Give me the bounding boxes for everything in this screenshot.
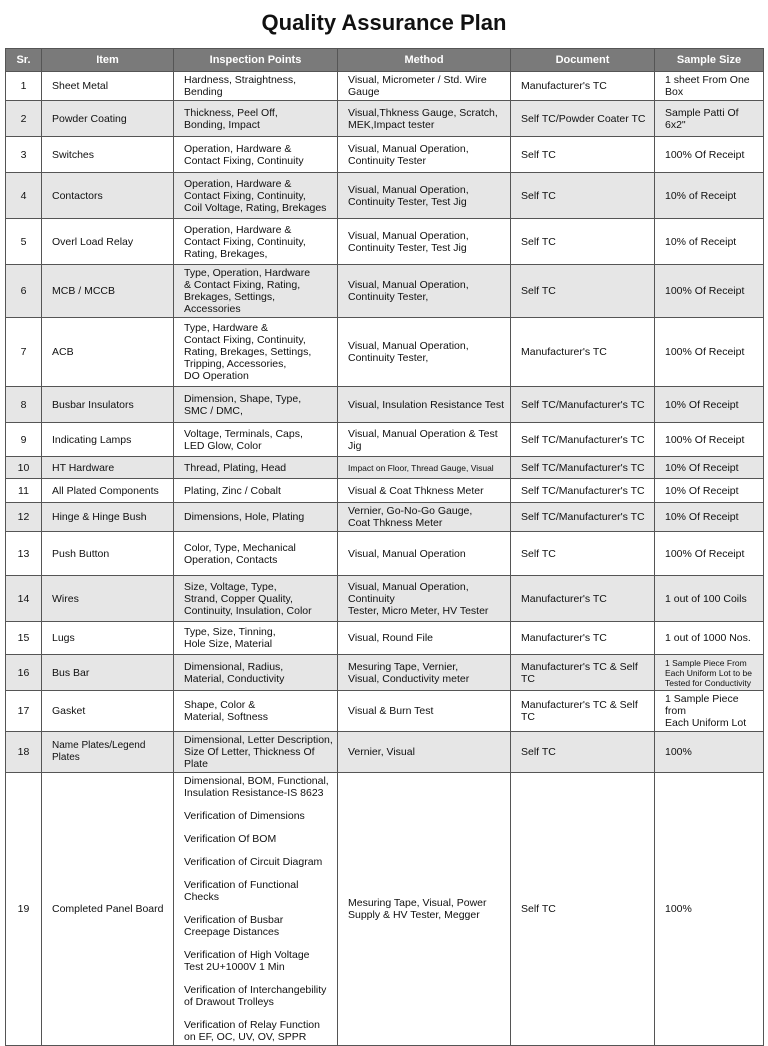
cell-item: Sheet Metal bbox=[42, 72, 174, 101]
cell-document: Manufacturer's TC & Self TC bbox=[511, 655, 655, 691]
cell-sample: 100% Of Receipt bbox=[655, 318, 764, 387]
cell-document: Manufacturer's TC bbox=[511, 72, 655, 101]
cell-inspection: Operation, Hardware & Contact Fixing, Continuity, Rating, Brekages, bbox=[174, 219, 338, 265]
cell-sr: 5 bbox=[6, 219, 42, 265]
table-row bbox=[6, 655, 764, 691]
cell-sr: 6 bbox=[6, 265, 42, 318]
cell-method: Visual, Manual Operation bbox=[338, 532, 511, 576]
cell-inspection: Shape, Color & Material, Softness bbox=[174, 691, 338, 732]
table-row bbox=[6, 532, 764, 576]
cell-inspection: Color, Type, Mechanical Operation, Contacts bbox=[174, 532, 338, 576]
cell-method: Vernier, Go-No-Go Gauge, Coat Thkness Meter bbox=[338, 503, 511, 532]
cell-document: Self TC/Manufacturer's TC bbox=[511, 479, 655, 503]
cell-inspection: Size, Voltage, Type, Strand, Copper Quality, Continuity, Insulation, Color bbox=[174, 576, 338, 622]
cell-item: Wires bbox=[42, 576, 174, 622]
table-row bbox=[6, 387, 764, 423]
cell-sr: 19 bbox=[6, 773, 42, 1046]
cell-sr: 12 bbox=[6, 503, 42, 532]
cell-sample: 100% bbox=[655, 732, 764, 773]
cell-sr: 13 bbox=[6, 532, 42, 576]
cell-method: Visual, Round File bbox=[338, 622, 511, 655]
subitem: Verification of Functional Checks bbox=[184, 879, 299, 903]
cell-method: Vernier, Visual bbox=[338, 732, 511, 773]
cell-document: Manufacturer's TC & Self TC bbox=[511, 691, 655, 732]
cell-sample: 1 Sample Piece From Each Uniform Lot to be Tested for Conductivity bbox=[655, 655, 764, 691]
cell-method: Visual, Insulation Resistance Test bbox=[338, 387, 511, 423]
cell-method: Visual, Manual Operation & Test Jig bbox=[338, 423, 511, 457]
cell-sr: 7 bbox=[6, 318, 42, 387]
cell-document: Self TC/Powder Coater TC bbox=[511, 101, 655, 137]
cell-sample: 10% Of Receipt bbox=[655, 479, 764, 503]
header-row bbox=[6, 49, 764, 72]
cell-item: Contactors bbox=[42, 173, 174, 219]
cell-sr: 8 bbox=[6, 387, 42, 423]
cell-document: Self TC bbox=[511, 219, 655, 265]
cell-item: Name Plates/Legend Plates bbox=[42, 732, 174, 773]
cell-sr: 14 bbox=[6, 576, 42, 622]
table-row bbox=[6, 503, 764, 532]
cell-inspection: Dimensions, Hole, Plating bbox=[174, 503, 338, 532]
cell-sample: 1 out of 1000 Nos. bbox=[655, 622, 764, 655]
subitem: Verification of Busbar Creepage Distances bbox=[184, 914, 284, 938]
subitem: Verification of High Voltage Test 2U+1000V 1 Min bbox=[184, 949, 310, 973]
cell-sample: 100% Of Receipt bbox=[655, 137, 764, 173]
cell-sample: 1 out of 100 Coils bbox=[655, 576, 764, 622]
header-sr: Sr. bbox=[6, 49, 42, 72]
cell-method: Mesuring Tape, Visual, Power Supply & HV Tester, Megger bbox=[338, 773, 511, 1046]
cell-sample: 10% of Receipt bbox=[655, 173, 764, 219]
cell-item: Hinge & Hinge Bush bbox=[42, 503, 174, 532]
cell-inspection: Operation, Hardware & Contact Fixing, Continuity, Coil Voltage, Rating, Brekages bbox=[174, 173, 338, 219]
cell-document: Self TC bbox=[511, 137, 655, 173]
cell-method: Impact on Floor, Thread Gauge, Visual bbox=[338, 457, 511, 479]
cell-method: Mesuring Tape, Vernier, Visual, Conductivity meter bbox=[338, 655, 511, 691]
cell-document: Self TC/Manufacturer's TC bbox=[511, 387, 655, 423]
cell-item: Push Button bbox=[42, 532, 174, 576]
cell-method: Visual, Manual Operation, Continuity Tester, bbox=[338, 265, 511, 318]
cell-item: All Plated Components bbox=[42, 479, 174, 503]
cell-document: Self TC bbox=[511, 173, 655, 219]
cell-item: Bus Bar bbox=[42, 655, 174, 691]
table-row bbox=[6, 173, 764, 219]
cell-inspection: Dimensional, Letter Description, Size Of Letter, Thickness Of Plate bbox=[174, 732, 338, 773]
cell-method: Visual, Manual Operation, Continuity Tester, Micro Meter, HV Tester bbox=[338, 576, 511, 622]
table-body bbox=[6, 72, 764, 1046]
cell-sr: 18 bbox=[6, 732, 42, 773]
cell-inspection: Dimensional, Radius, Material, Conductivity bbox=[174, 655, 338, 691]
table-row bbox=[6, 101, 764, 137]
cell-item: Gasket bbox=[42, 691, 174, 732]
cell-sr: 10 bbox=[6, 457, 42, 479]
cell-sample: 10% of Receipt bbox=[655, 219, 764, 265]
cell-item: ACB bbox=[42, 318, 174, 387]
cell-method: Visual & Coat Thkness Meter bbox=[338, 479, 511, 503]
cell-sr: 17 bbox=[6, 691, 42, 732]
subitem: Verification of Relay Function on EF, OC, UV, OV, SPPR bbox=[184, 1019, 320, 1043]
cell-method: Visual, Manual Operation, Continuity Tester, bbox=[338, 318, 511, 387]
qap-table bbox=[5, 48, 764, 1046]
cell-document: Self TC/Manufacturer's TC bbox=[511, 423, 655, 457]
cell-item: Lugs bbox=[42, 622, 174, 655]
cell-sample: 100% Of Receipt bbox=[655, 265, 764, 318]
table-row bbox=[6, 265, 764, 318]
subitem: Verification of Dimensions bbox=[184, 810, 305, 822]
cell-item: Busbar Insulators bbox=[42, 387, 174, 423]
cell-inspection: Type, Hardware & Contact Fixing, Continuity, Rating, Brekages, Settings, Tripping, Accessories, DO Operation bbox=[174, 318, 338, 387]
table-row bbox=[6, 773, 764, 1046]
table-row bbox=[6, 732, 764, 773]
cell-item: Indicating Lamps bbox=[42, 423, 174, 457]
cell-sample: 100% Of Receipt bbox=[655, 423, 764, 457]
cell-method: Visual, Micrometer / Std. Wire Gauge bbox=[338, 72, 511, 101]
cell-item: Powder Coating bbox=[42, 101, 174, 137]
cell-inspection: Type, Operation, Hardware & Contact Fixing, Rating, Brekages, Settings, Accessories bbox=[174, 265, 338, 318]
cell-method: Visual,Thkness Gauge, Scratch, MEK,Impact tester bbox=[338, 101, 511, 137]
subitem: Verification Of BOM bbox=[184, 833, 277, 845]
cell-inspection: Dimension, Shape, Type, SMC / DMC, bbox=[174, 387, 338, 423]
cell-document: Self TC bbox=[511, 532, 655, 576]
cell-method: Visual, Manual Operation, Continuity Tester, Test Jig bbox=[338, 173, 511, 219]
table-row bbox=[6, 576, 764, 622]
cell-document: Manufacturer's TC bbox=[511, 318, 655, 387]
cell-inspection: Type, Size, Tinning, Hole Size, Material bbox=[174, 622, 338, 655]
cell-sr: 1 bbox=[6, 72, 42, 101]
cell-inspection: Hardness, Straightness, Bending bbox=[174, 72, 338, 101]
cell-sample: 10% Of Receipt bbox=[655, 387, 764, 423]
cell-sample: 100% bbox=[655, 773, 764, 1046]
cell-document: Self TC bbox=[511, 773, 655, 1046]
subitem: Verification of Interchangebility of Drawout Trolleys bbox=[184, 984, 327, 1008]
cell-document: Self TC bbox=[511, 732, 655, 773]
cell-sr: 11 bbox=[6, 479, 42, 503]
cell-sr: 15 bbox=[6, 622, 42, 655]
header-item: Item bbox=[42, 49, 174, 72]
cell-document: Self TC bbox=[511, 265, 655, 318]
table-row bbox=[6, 622, 764, 655]
cell-sr: 16 bbox=[6, 655, 42, 691]
cell-inspection: Voltage, Terminals, Caps, LED Glow, Color bbox=[174, 423, 338, 457]
cell-document: Self TC/Manufacturer's TC bbox=[511, 503, 655, 532]
cell-item: HT Hardware bbox=[42, 457, 174, 479]
cell-sr: 2 bbox=[6, 101, 42, 137]
header-inspection-points: Inspection Points bbox=[174, 49, 338, 72]
table-row bbox=[6, 318, 764, 387]
cell-sample: 100% Of Receipt bbox=[655, 532, 764, 576]
table-row bbox=[6, 137, 764, 173]
table-row bbox=[6, 457, 764, 479]
cell-item: Completed Panel Board bbox=[42, 773, 174, 1046]
cell-sr: 3 bbox=[6, 137, 42, 173]
cell-sample: 10% Of Receipt bbox=[655, 503, 764, 532]
cell-item: MCB / MCCB bbox=[42, 265, 174, 318]
table-row bbox=[6, 479, 764, 503]
cell-document: Manufacturer's TC bbox=[511, 576, 655, 622]
table-row bbox=[6, 72, 764, 101]
cell-sample: Sample Patti Of 6x2" bbox=[655, 101, 764, 137]
cell-item: Overl Load Relay bbox=[42, 219, 174, 265]
cell-document: Self TC/Manufacturer's TC bbox=[511, 457, 655, 479]
table-row bbox=[6, 691, 764, 732]
table-row bbox=[6, 423, 764, 457]
cell-inspection: Operation, Hardware & Contact Fixing, Continuity bbox=[174, 137, 338, 173]
cell-inspection: Thread, Plating, Head bbox=[174, 457, 338, 479]
page-title: Quality Assurance Plan bbox=[261, 10, 507, 35]
cell-sample: 1 sheet From One Box bbox=[655, 72, 764, 101]
cell-sr: 9 bbox=[6, 423, 42, 457]
cell-method: Visual, Manual Operation, Continuity Tester, Test Jig bbox=[338, 219, 511, 265]
header-sample-size: Sample Size bbox=[655, 49, 764, 72]
cell-method: Visual & Burn Test bbox=[338, 691, 511, 732]
cell-method: Visual, Manual Operation, Continuity Tester bbox=[338, 137, 511, 173]
cell-sample: 10% Of Receipt bbox=[655, 457, 764, 479]
cell-inspection: Thickness, Peel Off, Bonding, Impact bbox=[174, 101, 338, 137]
header-method: Method bbox=[338, 49, 511, 72]
cell-item: Switches bbox=[42, 137, 174, 173]
subitem: Verification of Circuit Diagram bbox=[184, 856, 323, 868]
header-document: Document bbox=[511, 49, 655, 72]
cell-inspection: Dimensional, BOM, Functional, Insulation Resistance-IS 8623 Verification of Dimensions Verification Of BOM Verification of Circuit Diagram Verification of Functional Checks Verification of Busbar Creepage Distances Verification of High Voltage Test 2U+1000V 1 Min Verification of Interchangebility of Drawout Trolleys Verification of Relay Function on EF, OC, UV, OV, SPPR bbox=[174, 773, 338, 1046]
cell-document: Manufacturer's TC bbox=[511, 622, 655, 655]
cell-inspection: Plating, Zinc / Cobalt bbox=[174, 479, 338, 503]
cell-sr: 4 bbox=[6, 173, 42, 219]
cell-sample: 1 Sample Piece from Each Uniform Lot bbox=[655, 691, 764, 732]
table-row bbox=[6, 219, 764, 265]
